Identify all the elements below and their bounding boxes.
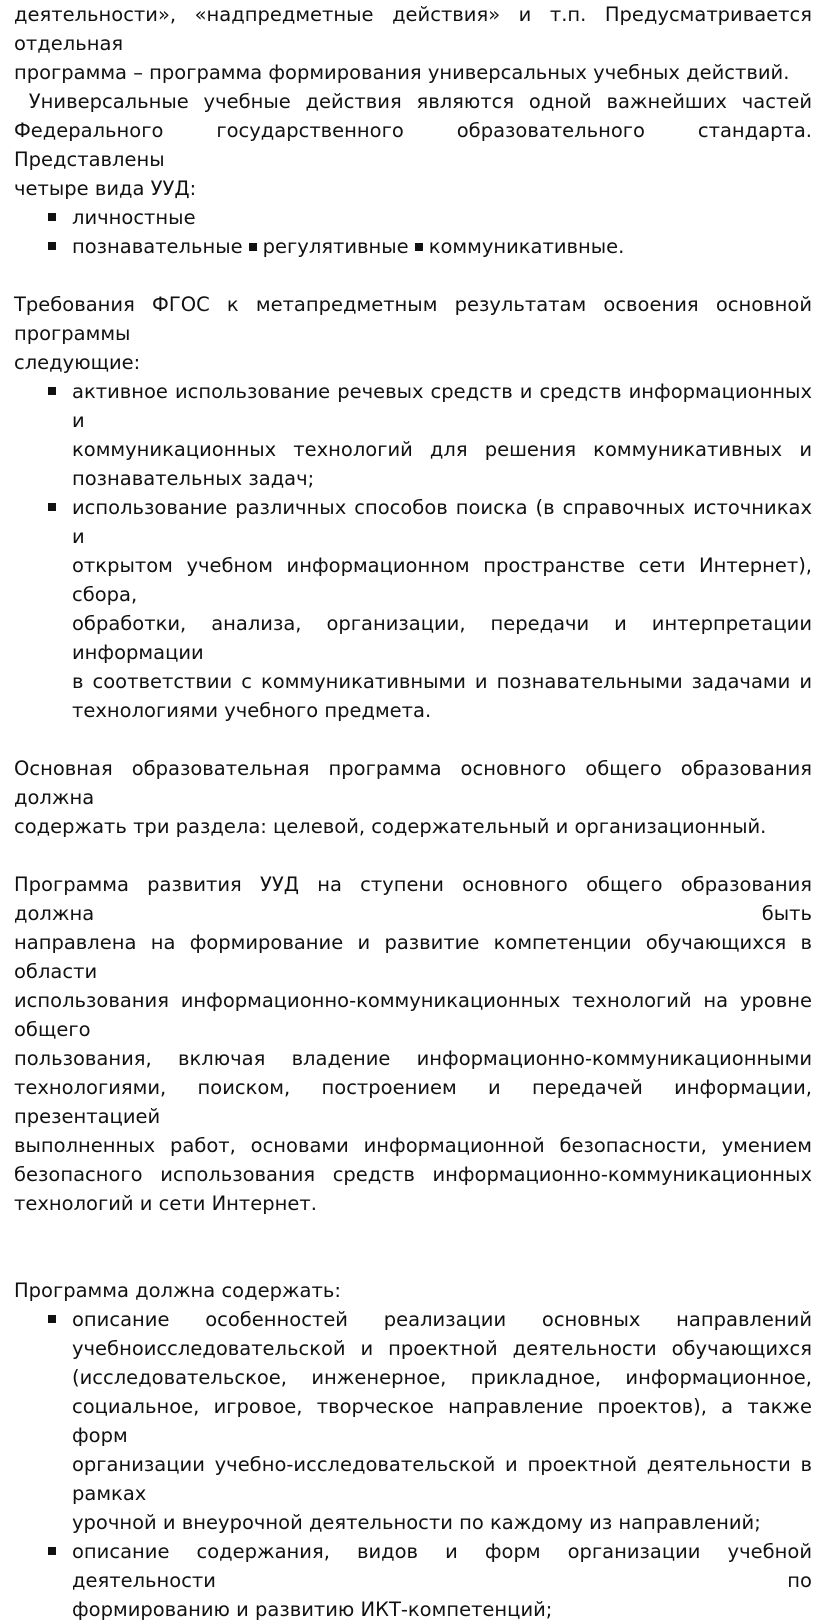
- paragraph-gap: [14, 1247, 812, 1276]
- document-page: [14, 0, 812, 1624]
- paragraph-gap: [14, 1218, 812, 1247]
- fgos-requirements-list: [14, 377, 812, 725]
- text-line: выполненных работ, основами информационной безопасности, умением: [14, 1134, 812, 1157]
- list-item-text: в соответствии с коммуникативными и познавательными задачами и: [72, 670, 812, 693]
- text-line: Программа развития УУД на ступени основного общего образования должна быть: [14, 873, 812, 925]
- square-bullet-icon: [48, 213, 56, 221]
- square-bullet-icon: [48, 387, 56, 395]
- text-line: содержать три раздела: целевой, содержательный и организационный.: [14, 815, 767, 838]
- square-bullet-icon: [48, 1315, 56, 1323]
- text-line: Основная образовательная программа основного общего образования должна: [14, 757, 812, 809]
- uud-type-cognitive: познавательные: [72, 235, 243, 258]
- list-item-text: технологиями учебного предмета.: [72, 699, 432, 722]
- list-item-text: познавательных задач;: [72, 467, 315, 490]
- paragraph-gap: [14, 841, 812, 870]
- contents-list: [14, 1305, 812, 1624]
- list-item-text: обработки, анализа, организации, передачи и интерпретации информации: [72, 612, 812, 664]
- text-line: Универсальные учебные действия являются одной важнейших частей: [14, 90, 812, 113]
- program-sections-paragraph: [14, 754, 812, 841]
- text-line: четыре вида УУД:: [14, 177, 197, 200]
- text-line: Требования ФГОС к метапредметным результатам освоения основной программы: [14, 293, 812, 345]
- text-line: пользования, включая владение информационно-коммуникационными: [14, 1047, 812, 1070]
- paragraph-gap: [14, 725, 812, 754]
- uud-paragraph: [14, 87, 812, 203]
- text-line: следующие:: [14, 351, 141, 374]
- list-item-text: учебноисследовательской и проектной деятельности обучающихся: [72, 1337, 812, 1360]
- text-line: Программа должна содержать:: [14, 1279, 341, 1302]
- text-line: безопасного использования средств информационно-коммуникационных: [14, 1163, 812, 1186]
- list-item-text: открытом учебном информационном пространстве сети Интернет), сбора,: [72, 554, 812, 606]
- paragraph-gap: [14, 261, 812, 290]
- list-item-text: организации учебно-исследовательской и проектной деятельности в рамках: [72, 1453, 812, 1505]
- contents-heading: [14, 1276, 812, 1305]
- text-line: деятельности», «надпредметные действия» и т.п. Предусматривается отдельная: [14, 3, 812, 55]
- list-item: [14, 377, 812, 493]
- text-line: использования информационно-коммуникационных технологий на уровне общего: [14, 989, 812, 1041]
- uud-type-communicative: коммуникативные.: [428, 235, 625, 258]
- text-line: технологий и сети Интернет.: [14, 1192, 317, 1215]
- list-item: [14, 203, 812, 232]
- list-item-text: личностные: [72, 206, 196, 229]
- list-item-text: коммуникационных технологий для решения коммуникативных и: [72, 438, 812, 461]
- square-bullet-icon: [48, 1547, 56, 1555]
- text-line: направлена на формирование и развитие компетенции обучающихся в области: [14, 931, 812, 983]
- list-item-text: использование различных способов поиска (в справочных источниках и: [72, 496, 812, 548]
- square-bullet-icon: [48, 242, 56, 250]
- uud-program-paragraph: [14, 870, 812, 1218]
- list-item: [14, 493, 812, 725]
- list-item: [14, 232, 812, 261]
- fgos-paragraph: [14, 290, 812, 377]
- square-bullet-icon: [48, 503, 56, 511]
- uud-type-regulatory: регулятивные: [262, 235, 409, 258]
- text-line: технологиями, поиском, построением и передачей информации, презентацией: [14, 1076, 812, 1128]
- list-item-text: урочной и внеурочной деятельности по каждому из направлений;: [72, 1511, 761, 1534]
- list-item-text: активное использование речевых средств и средств информационных и: [72, 380, 812, 432]
- uud-types-list: [14, 203, 812, 261]
- list-item-text: (исследовательское, инженерное, прикладное, информационное,: [72, 1366, 812, 1389]
- square-bullet-icon: [415, 243, 423, 251]
- list-item: [14, 1537, 812, 1624]
- list-item-text: описание содержания, видов и форм организации учебной деятельности по: [72, 1540, 812, 1592]
- list-item: [14, 1305, 812, 1537]
- list-item-text: описание особенностей реализации основных направлений: [72, 1308, 812, 1331]
- list-item-text: социальное, игровое, творческое направление проектов), а также форм: [72, 1395, 812, 1447]
- list-item-text: [72, 232, 812, 261]
- square-bullet-icon: [249, 243, 257, 251]
- list-item-text: формированию и развитию ИКТ-компетенций;: [72, 1598, 553, 1621]
- intro-paragraph: [14, 0, 812, 87]
- text-line: программа – программа формирования универсальных учебных действий.: [14, 61, 790, 84]
- text-line: Федерального государственного образовательного стандарта. Представлены: [14, 119, 812, 171]
